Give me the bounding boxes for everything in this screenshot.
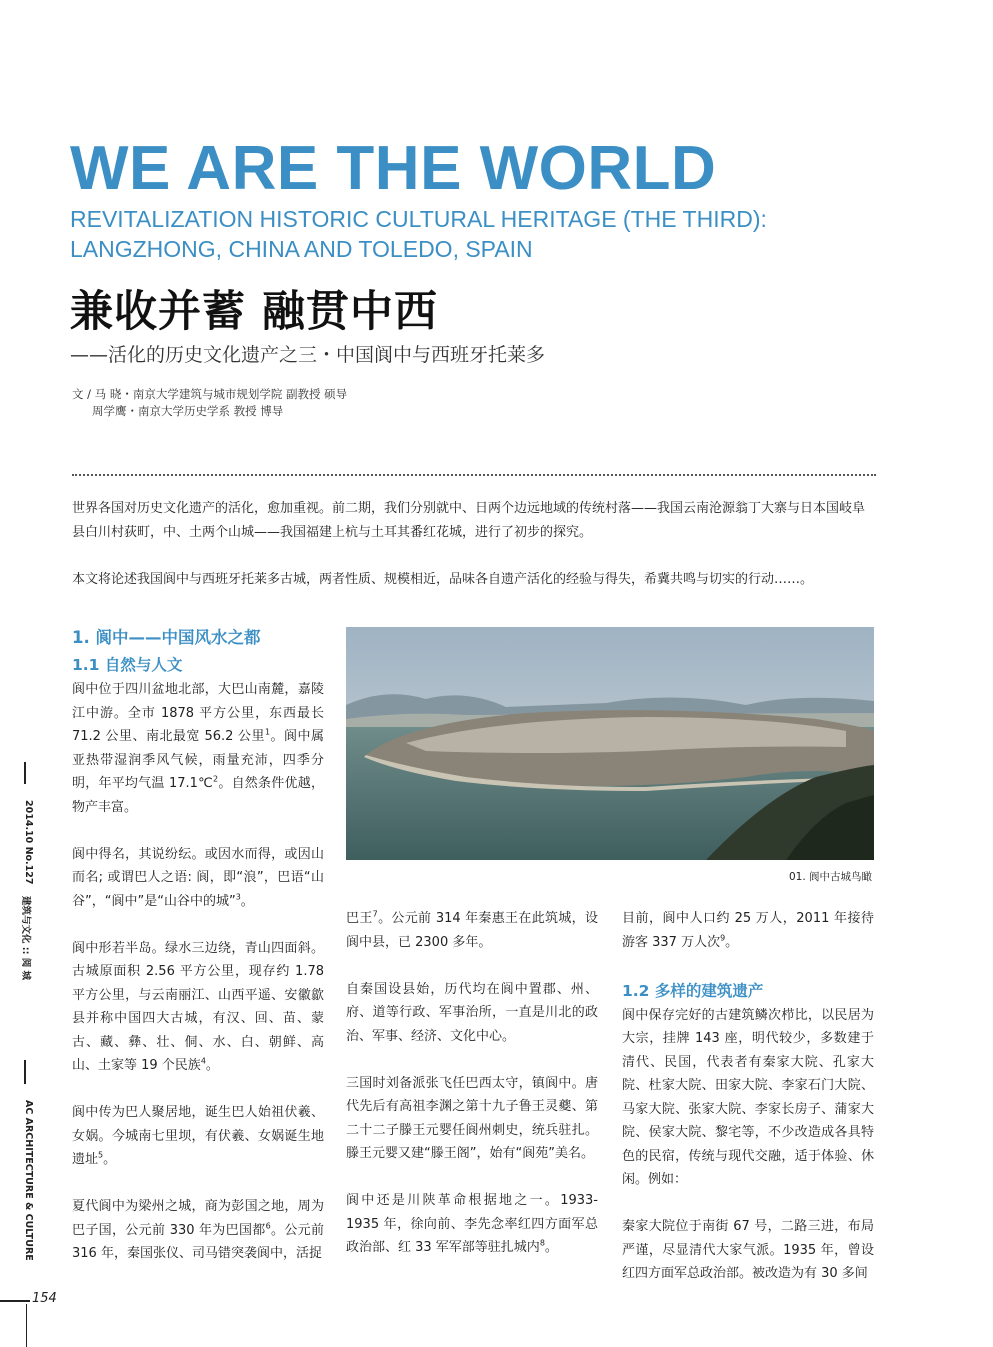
- sidebar-section: 建筑与文化 :: 阅 城: [20, 896, 31, 981]
- column-3: [622, 907, 874, 1309]
- section-heading: 1. 阆中——中国风水之都: [72, 628, 261, 647]
- sidebar-issue: 2014.10 No.127: [23, 800, 34, 885]
- author-line-2: 周学鹰・南京大学历史学系 教授 博导: [92, 404, 284, 418]
- page-number-rule: [0, 1300, 30, 1302]
- col1-paragraph-3: 阆中形若半岛。绿水三边绕，青山四面斜。古城原面积 2.56 平方公里，现存约 1.78 平方公里，与云南丽江、山西平遥、安徽歙县并称中国四大古城，有汉、回、苗、蒙古、藏、彝、壮、侗、水、白、朝鲜、高山、土家等 19 个民族$^4$。: [72, 940, 324, 1073]
- aerial-view-image: [346, 627, 874, 860]
- figure-caption: 01. 阆中古城鸟瞰: [788, 871, 872, 883]
- author-line-1: 文 / 马 晓・南京大学建筑与城市规划学院 副教授 硕导: [72, 387, 348, 401]
- col3-paragraph-1: 目前，阆中人口约 25 万人，2011 年接待游客 337 万人次$^9$。: [622, 911, 874, 950]
- subtitle-en-line1: REVITALIZATION HISTORIC CULTURAL HERITAGE (THE THIRD):: [70, 206, 767, 232]
- column-2: [346, 907, 598, 1283]
- sub-heading-1-1: 1.1 自然与人文: [72, 656, 183, 674]
- intro-paragraph-2: 本文将论述我国阆中与西班牙托莱多古城，两者性质、规模相近，品味各自遗产活化的经验与得失，希冀共鸣与切实的行动……。: [72, 572, 814, 587]
- col2-paragraph-4: 阆中还是川陕革命根据地之一。1933-1935 年，徐向前、李先念率红四方面军总政治部、红 33 军军部等驻扎城内$^8$。: [346, 1193, 598, 1255]
- sidebar-journal: AC ARCHITECTURE & CULTURE: [23, 1100, 34, 1261]
- subtitle-en: [70, 204, 767, 264]
- sub-heading-1-2: 1.2 多样的建筑遗产: [622, 981, 764, 1000]
- col1-paragraph-1: 阆中位于四川盆地北部，大巴山南麓，嘉陵江中游。全市 1878 平方公里，东西最长 71.2 公里、南北最宽 56.2 公里$^1$。阆中属亚热带湿润季风气候，雨量充沛，四季分明，年平均气温 17.1℃$^2$。自然条件优越，物产丰富。: [72, 682, 324, 815]
- col2-paragraph-1: 巴王$^7$。公元前 314 年秦惠王在此筑城，设阆中县，已 2300 多年。: [346, 909, 598, 950]
- page-number: 154: [32, 1291, 57, 1306]
- col3-paragraph-2: 阆中保存完好的古建筑鳞次栉比，以民居为大宗，挂牌 143 座，明代较少，多数建于清代、民国，代表者有秦家大院、孔家大院、杜家大院、田家大院、李家石门大院、马家大院、张家大院、李家长房子、蒲家大院、侯家大院、黎宅等，不少改造成各具特色的民宿，传统与现代交融，适于体验、休闲。例如：: [622, 1007, 874, 1187]
- col1-paragraph-4: 阆中传为巴人聚居地，诞生巴人始祖伏羲、女娲。今城南七里坝，有伏羲、女娲诞生地遗址$^5$。: [72, 1105, 324, 1167]
- column-1: [72, 624, 324, 1289]
- authors: [72, 386, 347, 420]
- col1-paragraph-2: 阆中得名，其说纷纭。或因水而得，或因山而名; 或谓巴人之语: 阆，即“浪”，巴语“山谷”，“阆中”是“山谷中的城”$^3$。: [72, 846, 324, 909]
- subtitle-cn: ——活化的历史文化遗产之三・中国阆中与西班牙托莱多: [70, 344, 546, 366]
- langzhong-aerial-photo: [346, 627, 874, 860]
- col3-paragraph-3: 秦家大院位于南街 67 号，二路三进，布局严谨，尽显清代大家气派。1935 年，曾设红四方面军总政治部。被改造为有 30 多间: [622, 1219, 874, 1281]
- intro-paragraph-1: 世界各国对历史文化遗产的活化，愈加重视。前二期，我们分别就中、日两个边远地域的传统村落——我国云南沧源翁丁大寨与日本国岐阜县白川村荻町，中、土两个山城——我国福建上杭与土耳其番红花城，进行了初步的探究。: [72, 501, 866, 540]
- col2-paragraph-3: 三国时刘备派张飞任巴西太守，镇阆中。唐代先后有高祖李渊之第十九子鲁王灵夔、第二十二子滕王元婴任阆州刺史，统兵驻扎。滕王元婴又建“滕王阁”，始有“阆苑”美名。: [346, 1075, 598, 1161]
- page-edge-line: [26, 1304, 27, 1347]
- title-cn: 兼收并蓄 融贯中西: [70, 287, 438, 337]
- subtitle-en-line2: LANGZHONG, CHINA AND TOLEDO, SPAIN: [70, 236, 533, 262]
- sidebar-rule-1: [24, 762, 26, 784]
- dotted-divider: [72, 474, 876, 476]
- col1-paragraph-5: 夏代阆中为梁州之城，商为彭国之地，周为巴子国，公元前 330 年为巴国都$^6$。公元前 316 年，秦国张仪、司马错突袭阆中，活捉: [72, 1199, 324, 1261]
- col2-paragraph-2: 自秦国设县始，历代均在阆中置郡、州、府、道等行政、军事治所，一直是川北的政治、军事、经济、文化中心。: [346, 981, 598, 1044]
- sidebar-rule-2: [24, 1060, 26, 1084]
- title-en: WE ARE THE WORLD: [70, 134, 717, 203]
